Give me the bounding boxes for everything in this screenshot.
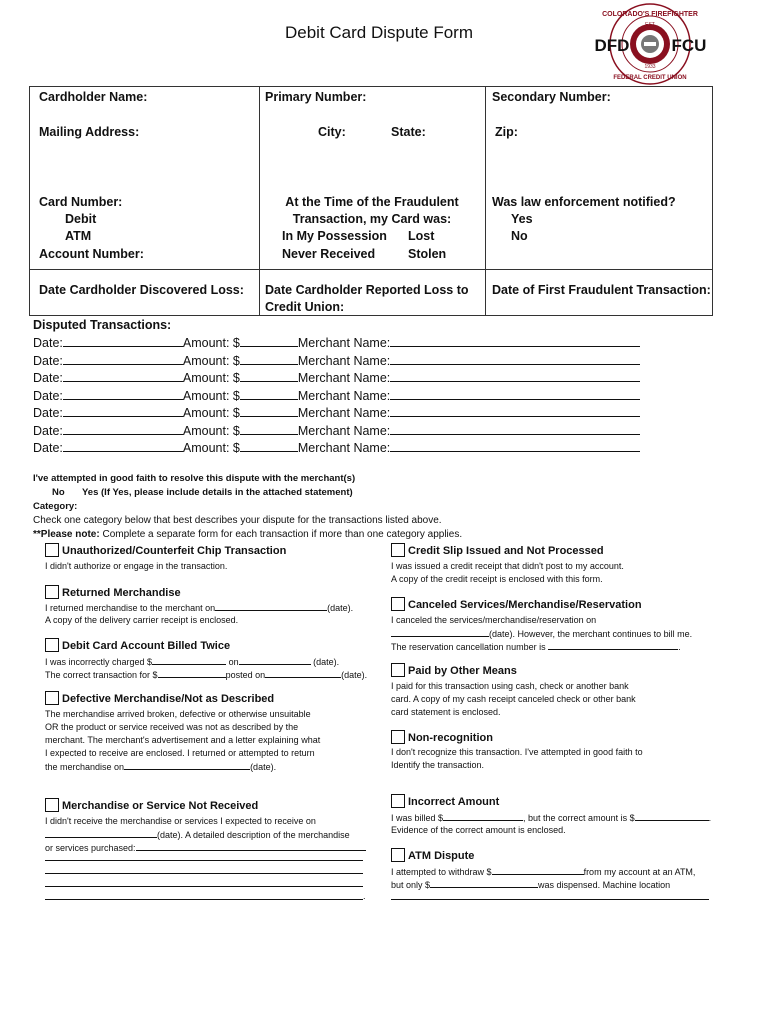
checkbox[interactable] (391, 663, 405, 677)
category-incorrect-amount[interactable] (391, 794, 499, 810)
date-label: Date: (33, 336, 63, 350)
category-non-recognition[interactable] (391, 730, 493, 746)
in-possession-option: In My Possession (282, 229, 387, 243)
amount-field[interactable] (240, 422, 298, 435)
transaction-row (33, 404, 640, 422)
category-canceled[interactable] (391, 597, 642, 613)
merchant-label: Merchant Name: (297, 423, 391, 438)
transaction-row (33, 387, 640, 405)
text: I attempted to withdraw $ (391, 867, 492, 877)
disputed-transactions-heading: Disputed Transactions: (33, 318, 172, 332)
date-label: Date: (33, 371, 63, 385)
amount-label: Amount: $ (182, 371, 240, 385)
good-faith-yes: Yes (If Yes, please include details in the attached statement) (82, 487, 353, 498)
merchant-field[interactable] (390, 404, 640, 417)
text: (date). (313, 657, 340, 667)
date-label: Date: (33, 388, 63, 403)
merchant-field[interactable] (390, 352, 640, 365)
credit-slip-line1: I was issued a credit receipt that didn't post to my account. (391, 561, 624, 571)
category-title: Unauthorized/Counterfeit Chip Transaction (62, 545, 287, 557)
text: . (678, 642, 681, 652)
text: (date). A detailed description of the merchandise (157, 830, 350, 840)
checkbox[interactable] (45, 691, 59, 705)
note-text: Complete a separate form for each transaction if more than one category applies. (99, 529, 463, 540)
category-title: Credit Slip Issued and Not Processed (408, 545, 604, 557)
date-label: Date: (33, 406, 63, 420)
date-field[interactable] (63, 334, 183, 347)
account-number-label: Account Number: (39, 247, 144, 261)
merchant-label: Merchant Name: (297, 388, 391, 403)
atm-dispute-line1 (391, 865, 695, 879)
text: the merchandise on (45, 762, 125, 772)
other-means-line1: I paid for this transaction using cash, check or another bank (391, 681, 629, 691)
merchant-field[interactable] (390, 334, 640, 347)
amount-field[interactable] (240, 439, 298, 452)
text: posted on (225, 670, 266, 680)
secondary-number-label: Secondary Number: (492, 90, 611, 104)
date-reported-line1: Date Cardholder Reported Loss to (265, 283, 469, 297)
category-title: Merchandise or Service Not Received (62, 800, 259, 812)
canceled-line3 (391, 640, 681, 654)
merchant-field[interactable] (390, 369, 640, 382)
category-title: Debit Card Account Billed Twice (62, 640, 231, 652)
returned-line2: A copy of the delivery carrier receipt is enclosed. (45, 615, 239, 625)
date-field[interactable] (63, 422, 183, 435)
category-other-means[interactable] (391, 663, 517, 679)
category-title: Non-recognition (408, 732, 493, 744)
text: I was incorrectly charged $ (45, 657, 153, 667)
amount-label: Amount: $ (182, 441, 240, 455)
cardholder-name-label: Cardholder Name: (39, 90, 148, 104)
incorrect-amount-line1 (391, 811, 711, 825)
fraud-time-line2: Transaction, my Card was: (292, 212, 452, 226)
mailing-address-label: Mailing Address: (39, 125, 140, 139)
text: but only $ (391, 880, 431, 890)
non-recognition-line2: Identify the transaction. (391, 760, 485, 770)
text: (date). (250, 762, 277, 772)
date-reported-line2: Credit Union: (265, 300, 345, 314)
logo-year: 1933 (644, 64, 656, 70)
text: , but the correct amount is $ (523, 813, 635, 823)
category-title: Paid by Other Means (408, 665, 517, 677)
checkbox[interactable] (391, 597, 405, 611)
date-label: Date: (33, 423, 63, 438)
merchant-label: Merchant Name: (297, 441, 391, 455)
merchant-label: Merchant Name: (297, 353, 391, 368)
logo-left-text: DFD (594, 36, 630, 55)
logo-graphic (590, 2, 712, 90)
category-title: Returned Merchandise (62, 587, 181, 599)
merchant-label: Merchant Name: (297, 336, 391, 350)
billed-twice-line2 (45, 668, 367, 682)
transaction-row (33, 369, 640, 387)
category-title: Canceled Services/Merchandise/Reservation (408, 599, 642, 611)
checkbox[interactable] (45, 585, 59, 599)
category-unauthorized[interactable] (45, 543, 286, 559)
text: (date). (327, 603, 354, 613)
date-label: Date: (33, 353, 63, 368)
amount-label: Amount: $ (182, 353, 240, 368)
checkbox[interactable] (45, 638, 59, 652)
law-no-option: No (511, 229, 528, 243)
checkbox[interactable] (391, 543, 405, 557)
defective-line3: merchant. The merchant's advertisement and a letter explaining what (45, 735, 321, 745)
date-field[interactable] (63, 387, 183, 400)
category-billed-twice[interactable] (45, 638, 230, 654)
category-title: ATM Dispute (408, 850, 475, 862)
debit-option: Debit (65, 212, 97, 226)
please-note (33, 529, 462, 540)
amount-label: Amount: $ (182, 406, 240, 420)
good-faith-no: No (52, 487, 65, 498)
date-field[interactable] (63, 369, 183, 382)
law-yes-option: Yes (511, 212, 533, 226)
category-atm-dispute[interactable] (391, 848, 474, 864)
transaction-row (33, 439, 640, 457)
transaction-row (33, 334, 640, 352)
category-instruction: Check one category below that best describes your dispute for the transactions listed above. (33, 515, 442, 526)
amount-field[interactable] (240, 334, 298, 347)
card-number-label: Card Number: (39, 195, 123, 209)
date-field[interactable] (63, 352, 183, 365)
law-enforcement-label: Was law enforcement notified? (492, 195, 676, 209)
category-defective[interactable] (45, 691, 274, 707)
billed-twice-line1 (45, 655, 339, 669)
logo-ring-bottom: FEDERAL CREDIT UNION (613, 75, 687, 81)
atm-option: ATM (65, 229, 92, 243)
zip-label: Zip: (495, 125, 518, 139)
not-received-line1: I didn't receive the merchandise or services I expected to receive on (45, 816, 316, 826)
returned-line1 (45, 601, 353, 615)
canceled-line1: I canceled the services/merchandise/reservation on (391, 615, 597, 625)
merchant-field[interactable] (390, 422, 640, 435)
transaction-row (33, 422, 640, 440)
primary-number-label: Primary Number: (265, 90, 367, 104)
other-means-line2: card. A copy of my cash receipt canceled check or other bank (391, 694, 636, 704)
state-label: State: (391, 125, 426, 139)
page-title: Debit Card Dispute Form (285, 23, 474, 42)
category-label: Category: (33, 501, 78, 512)
logo-est: EST (645, 22, 655, 28)
date-label: Date: (33, 441, 63, 455)
merchant-field[interactable] (390, 387, 640, 400)
incorrect-amount-line2: Evidence of the correct amount is enclosed. (391, 825, 566, 835)
checkbox[interactable] (45, 543, 59, 557)
unauthorized-text: I didn't authorize or engage in the transaction. (45, 561, 228, 571)
not-received-line2 (45, 828, 350, 842)
date-discovered-label: Date Cardholder Discovered Loss: (39, 283, 244, 297)
checkbox[interactable] (391, 794, 405, 808)
defective-line4: I expected to receive are enclosed. I returned or attempted to return (45, 748, 315, 758)
fraud-time-line1: At the Time of the Fraudulent (285, 195, 459, 209)
checkbox[interactable] (391, 848, 405, 862)
non-recognition-line1: I don't recognize this transaction. I've attempted in good faith to (391, 747, 643, 757)
date-field[interactable] (63, 404, 183, 417)
defective-line5 (45, 760, 276, 774)
never-received-option: Never Received (282, 247, 376, 261)
stolen-option: Stolen (408, 247, 447, 261)
merchant-field[interactable] (390, 439, 640, 452)
text: (date). However, the merchant continues to bill me. (489, 629, 693, 639)
credit-slip-line2: A copy of the credit receipt is enclosed with this form. (391, 574, 603, 584)
text: (date). (341, 670, 368, 680)
other-means-line3: card statement is enclosed. (391, 707, 501, 717)
not-received-end: . (363, 891, 366, 901)
city-label: City: (318, 125, 346, 139)
defective-line2: OR the product or service received was not as described by the (45, 722, 299, 732)
category-returned[interactable] (45, 585, 181, 601)
date-field[interactable] (63, 439, 183, 452)
text: The reservation cancellation number is (391, 642, 546, 652)
text: . (708, 813, 712, 823)
canceled-line2 (391, 627, 692, 641)
amount-field[interactable] (240, 369, 298, 382)
checkbox[interactable] (45, 798, 59, 812)
category-title: Incorrect Amount (408, 796, 500, 808)
logo-right-text: FCU (671, 36, 707, 55)
amount-field[interactable] (240, 404, 298, 417)
category-credit-slip[interactable] (391, 543, 604, 559)
amount-label: Amount: $ (182, 423, 240, 438)
dfd-fcu-logo (590, 2, 712, 90)
amount-label: Amount: $ (182, 336, 240, 350)
logo-ring-top: COLORADO'S FIREFIGHTER (602, 11, 698, 18)
merchant-label: Merchant Name: (297, 406, 391, 420)
amount-label: Amount: $ (182, 388, 240, 403)
good-faith-statement: I've attempted in good faith to resolve this dispute with the merchant(s) (33, 473, 356, 484)
amount-field[interactable] (240, 352, 298, 365)
note-label: **Please note: (33, 529, 100, 540)
text: on (228, 657, 239, 667)
text: from my account at an ATM, (583, 867, 696, 877)
lost-option: Lost (408, 229, 435, 243)
category-not-received[interactable] (45, 798, 258, 814)
text: was dispensed. Machine location (538, 880, 671, 890)
text: I returned merchandise to the merchant on (45, 603, 216, 613)
text: I was billed $ (391, 813, 444, 823)
text: or services purchased: (45, 843, 136, 853)
date-first-fraud-label: Date of First Fraudulent Transaction: (492, 283, 711, 297)
transaction-row (33, 352, 640, 370)
merchant-label: Merchant Name: (297, 371, 391, 385)
amount-field[interactable] (240, 387, 298, 400)
not-received-line3 (45, 841, 366, 855)
text: The correct transaction for $ (45, 670, 158, 680)
category-title: Defective Merchandise/Not as Described (62, 693, 275, 705)
atm-dispute-line2 (391, 878, 670, 892)
defective-line1: The merchandise arrived broken, defective or otherwise unsuitable (45, 709, 311, 719)
checkbox[interactable] (391, 730, 405, 744)
